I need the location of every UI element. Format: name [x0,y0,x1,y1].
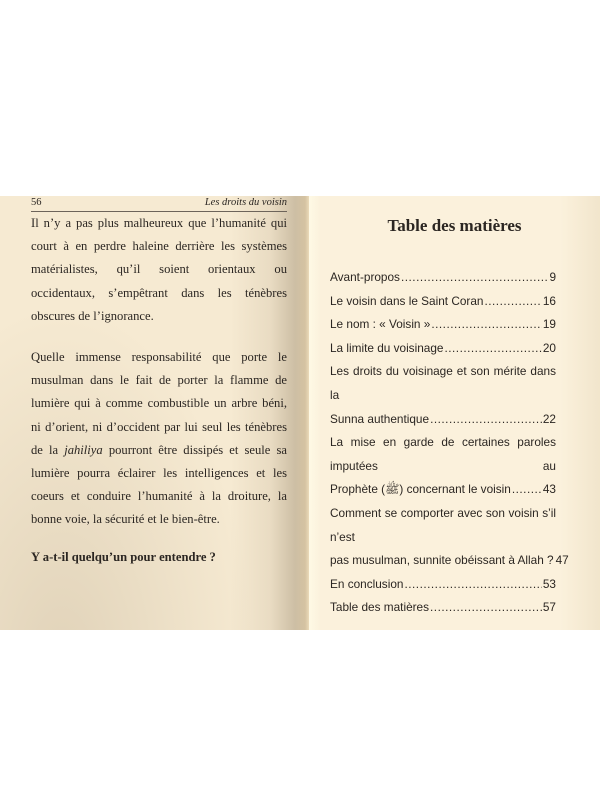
table-of-contents [330,266,569,620]
toc-title: Table des matières [387,216,522,235]
toc-page: 20 [542,340,556,355]
paragraph-1: Il n’y a pas plus malheureux que l’humanité qui court à en perdre haleine derrière les systèmes matérialistes, qu’il soient orientaux ou occidentaux, s’empêtrant dans les ténèbres obscures de l’ignorance. [31,216,287,323]
toc-page: 19 [542,317,556,332]
toc-label: La limite du voisinage [330,340,444,355]
toc-page: 22 [542,411,556,426]
toc-page: 53 [542,576,556,591]
toc-label: En conclusion [330,576,404,591]
toc-entry [330,502,569,573]
toc-entry [330,360,556,431]
toc-entry [330,431,556,502]
paragraph-2-text-b: pourront être dissipés et seule sa lumière pourra éclairer les intelligences et les coeurs et conduire l’humanité à la droiture, la bonne voie, la sécurité et le bien-être. [31,442,287,527]
dot-leader [484,290,541,314]
toc-page: 16 [542,293,556,308]
toc-label: Le voisin dans le Saint Coran [330,293,484,308]
toc-label-line1: La mise en garde de certaines paroles imputées au [330,435,556,473]
page-number: 56 [31,197,42,208]
toc-label: Avant-propos [330,270,400,284]
toc-entry [330,337,556,361]
toc-entry [330,266,556,290]
dot-leader [431,313,542,337]
dot-leader [430,596,542,620]
toc-label: pas musulman, sunnite obéissant à Allah ? [330,553,554,568]
toc-label-line1: Les droits du voisinage et son mérite dans la [330,364,556,402]
toc-entry [330,573,556,597]
open-book-spread [0,196,600,630]
section-heading: Y a-t-il quelqu’un pour entendre ? [31,549,216,564]
running-title: Les droits du voisin [204,197,287,208]
left-page [0,196,309,630]
dot-leader [430,408,542,432]
dot-leader [512,478,542,502]
toc-page: 57 [542,600,556,615]
toc-label: Table des matières [330,600,430,615]
toc-label: Le nom : « Voisin » [330,317,431,332]
italic-term: jahiliya [64,442,103,457]
toc-entry [330,313,556,337]
toc-page: 9 [549,270,556,284]
body-text [31,212,287,569]
toc-page: 43 [542,482,556,497]
toc-label: Sunna authentique [330,411,430,426]
dot-leader [444,337,541,361]
paragraph-2 [31,346,287,532]
dot-leader [401,266,548,290]
paragraph-2-text-a: Quelle immense responsabilité que porte le musulman dans le fait de porter la flamme de lumière qui à comme combustible un arbre béni, ni d’orient, ni d’occident par lui seul les ténèbres de la [31,350,287,457]
toc-entry [330,596,556,620]
dot-leader [404,573,541,597]
running-header [31,197,287,212]
toc-entry [330,290,556,314]
toc-label: Prophète (ﷺ) concernant le voisin [330,482,511,497]
toc-page: 47 [555,553,569,568]
toc-label-line1: Comment se comporter avec son voisin s’il n’est [330,505,556,544]
